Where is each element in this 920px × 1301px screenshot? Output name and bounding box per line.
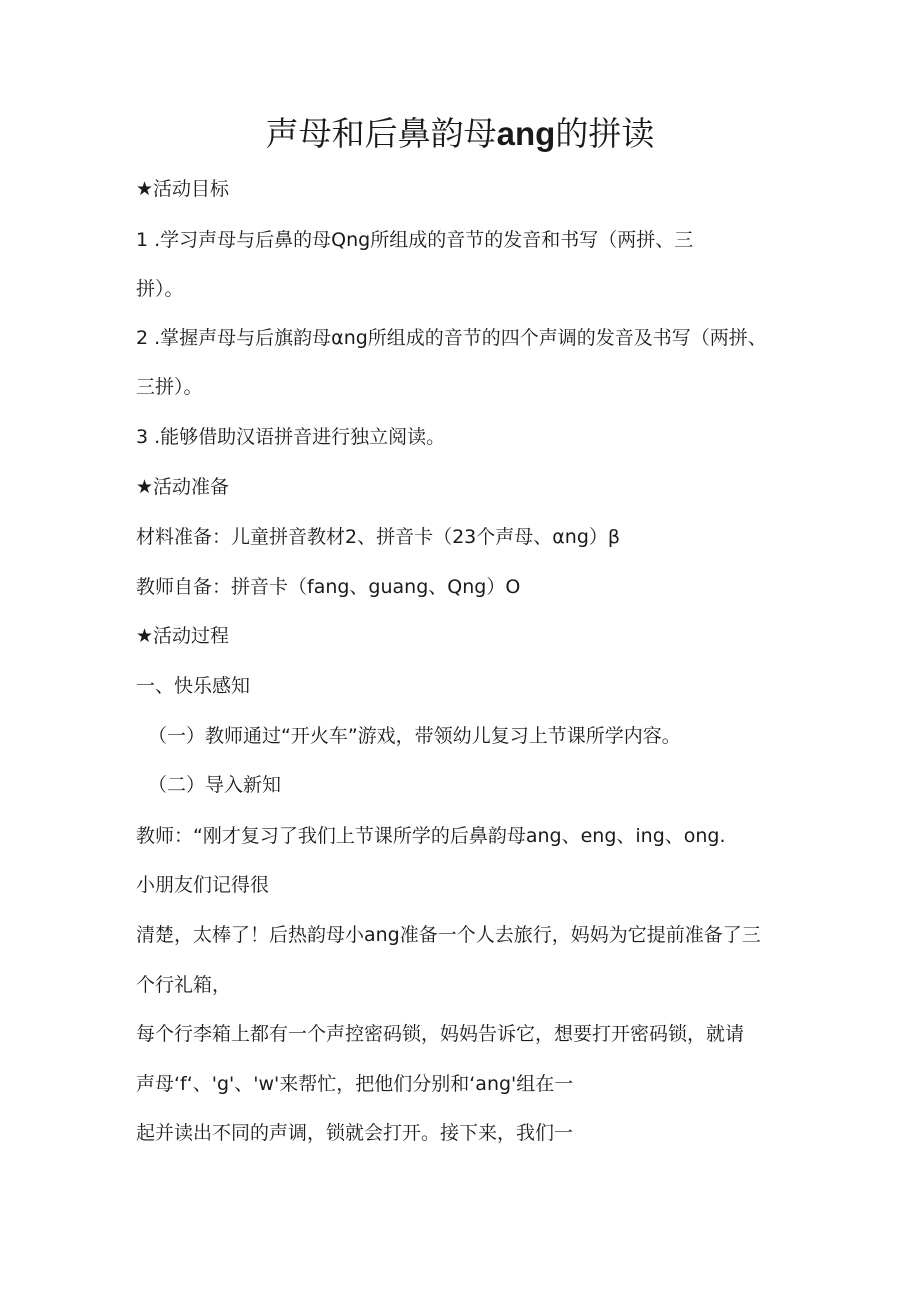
title-tail: 的拼读 — [555, 114, 655, 153]
goal-3: 3 .能够借助汉语拼音进行独立阅读。 — [136, 426, 446, 448]
title-latin: ang — [496, 115, 556, 152]
section-happy-perception: 一、快乐感知 — [136, 675, 251, 697]
teacher-speech-line-1: 教师：“刚才复习了我们上节课所学的后鼻韵母ang、eng、ing、ong. — [136, 825, 726, 847]
teacher-prep: 教师自备：拼音卡（fang、guang、Qng）O — [136, 576, 521, 598]
teacher-speech-line-3: 清楚，太棒了！后热韵母小ang准备一个人去旅行，妈妈为它提前准备了三 — [136, 924, 761, 946]
step-1: （一）教师通过“开火车”游戏，带领幼儿复习上节课所学内容。 — [148, 725, 681, 747]
teacher-speech-line-7: 起并读出不同的声调，锁就会打开。接下来，我们一 — [136, 1122, 574, 1144]
goal-1-line-1: 1 .学习声母与后鼻的母Qng所组成的音节的发音和书写（两拼、三 — [136, 229, 694, 251]
teacher-speech-line-4: 个行礼箱， — [136, 974, 232, 996]
heading-activity-goals: ★活动目标 — [136, 178, 230, 200]
goal-2-line-1: 2 .掌握声母与后旗韵母αng所组成的音节的四个声调的发音及书写（两拼、 — [136, 327, 767, 349]
goal-2-line-2: 三拼）。 — [136, 376, 203, 398]
title-chinese: 声母和后鼻韵母 — [265, 114, 497, 153]
teacher-speech-line-6: 声母‘f‘、'g'、'w'来帮忙，把他们分别和‘ang'组在一 — [136, 1073, 574, 1095]
teacher-speech-line-2: 小朋友们记得很 — [136, 874, 270, 896]
materials-prep: 材料准备：儿童拼音教材2、拼音卡（23个声母、αng）β — [136, 526, 621, 548]
goal-1-line-2: 拼）。 — [136, 278, 184, 300]
document-title — [0, 112, 920, 156]
teacher-speech-line-5: 每个行李箱上都有一个声控密码锁，妈妈告诉它，想要打开密码锁，就请 — [136, 1023, 745, 1045]
heading-activity-process: ★活动过程 — [136, 625, 230, 647]
heading-activity-prep: ★活动准备 — [136, 476, 230, 498]
step-2: （二）导入新知 — [148, 774, 282, 796]
